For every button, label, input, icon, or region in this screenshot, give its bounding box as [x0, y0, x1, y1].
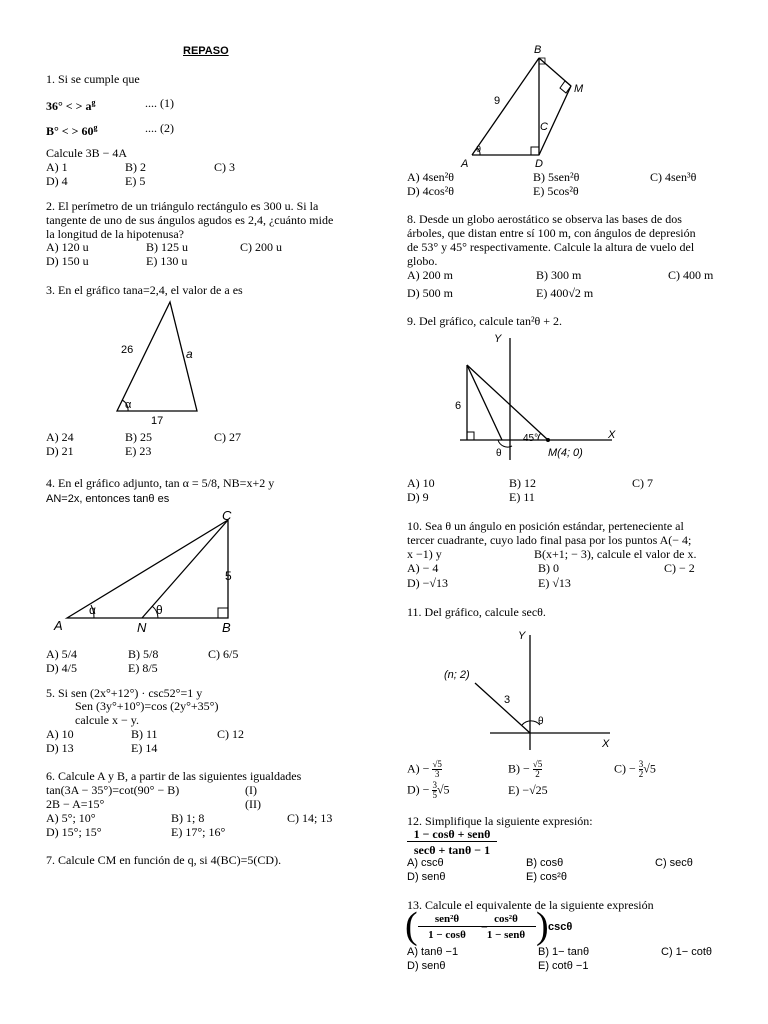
- q11-opt-c: C) − $\frac{3}{2}$ √5: [614, 759, 656, 779]
- q9-label-m: M(4; 0): [548, 447, 583, 459]
- q12-opt-c: C) secθ: [655, 857, 693, 869]
- q4-segment-nc: [142, 520, 228, 618]
- q4-label-5: 5: [225, 569, 232, 583]
- q12-opt-d: D) senθ: [407, 871, 446, 883]
- q2-line3: la longitud de la hipotenusa?: [46, 227, 184, 241]
- q5-opt-a: A) 10: [46, 727, 74, 741]
- q7-opt-c: C) 4sen³θ: [650, 170, 697, 184]
- q1-eq1-tag: .... (1): [145, 96, 174, 110]
- q2-opt-b: B) 125 u: [146, 240, 188, 254]
- q10-opt-c: C) − 2: [664, 561, 695, 575]
- q3-label-alpha: α: [125, 399, 132, 411]
- q3-text: 3. En el gráfico tana=2,4, el valor de a es: [46, 283, 243, 297]
- q1-eq2: B° < > $60^g$: [46, 123, 98, 138]
- q12-text: 12. Simplifique la siguiente expresión:: [407, 814, 593, 828]
- q7-opt-a: A) 4sen²θ: [407, 170, 455, 184]
- q3-opt-c: C) 27: [214, 430, 241, 444]
- q4-triangle-figure: [50, 508, 250, 636]
- q7-label-9: 9: [494, 95, 501, 107]
- q10-line3a: x −1) y: [407, 547, 442, 561]
- q4-label-theta: θ: [156, 603, 163, 617]
- q8-opt-e: E) 400√2 m: [536, 286, 594, 300]
- q9-figure: [440, 328, 630, 468]
- q2-opt-e: E) 130 u: [146, 254, 188, 268]
- q7-opt-b: B) 5sen²θ: [533, 170, 580, 184]
- q6-opt-e: E) 17°; 16°: [171, 825, 226, 839]
- q10-line1: 10. Sea θ un ángulo en posición estándar, perteneciente al: [407, 519, 684, 533]
- q10-opt-e: E) √13: [538, 576, 571, 590]
- q13-text: 13. Calcule el equivalente de la siguiente expresión: [407, 898, 654, 912]
- q3-triangle-figure: [100, 296, 220, 428]
- q3-opt-e: E) 23: [125, 444, 152, 458]
- q3-triangle: [117, 302, 197, 411]
- q10-opt-a: A) − 4: [407, 561, 439, 575]
- q4-line1: 4. En el gráfico adjunto, tan α = 5/8, NB=x+2 y: [46, 476, 275, 490]
- q9-opt-c: C) 7: [632, 476, 653, 490]
- q7-label-b: B: [534, 44, 542, 56]
- q4-label-alpha: α: [89, 603, 96, 617]
- q9-opt-b: B) 12: [509, 476, 536, 490]
- q1-opt-d: D) 4: [46, 174, 68, 188]
- q9-label-y: Y: [494, 333, 502, 345]
- q5-line2: Sen (3y°+10°)=cos (2y°+35°): [75, 699, 219, 713]
- q7-opt-d: D) 4cos²θ: [407, 184, 455, 198]
- q10-opt-d: D) −√13: [407, 576, 449, 590]
- q6-eq2: 2B − A=15°: [46, 797, 105, 811]
- q4-label-c: C: [222, 508, 232, 523]
- q13-minus: −: [481, 920, 488, 934]
- q3-label-26: 26: [121, 344, 134, 356]
- q4-opt-e: E) 8/5: [128, 661, 158, 675]
- q8-line2: árboles, que distan entre sí 100 m, con ángulos de depresión: [407, 226, 696, 240]
- q9-opt-a: A) 10: [407, 476, 435, 490]
- q5-opt-e: E) 14: [131, 741, 158, 755]
- q3-label-17: 17: [151, 415, 164, 427]
- q7-figure: [450, 40, 600, 170]
- q3-label-a: a: [186, 347, 193, 361]
- q12-opt-a: A) cscθ: [407, 857, 444, 869]
- q8-opt-c: C) 400 m: [668, 268, 714, 282]
- q2-opt-a: A) 120 u: [46, 240, 89, 254]
- q13-tail: cscθ: [548, 921, 573, 933]
- q11-label-x: X: [602, 738, 610, 750]
- q9-opt-e: E) 11: [509, 490, 535, 504]
- q13-paren-left: (: [405, 905, 418, 947]
- q11-label-theta: θ: [538, 716, 544, 727]
- q13-opt-b: B) 1− tanθ: [538, 946, 590, 958]
- q9-label-x: X: [608, 429, 616, 441]
- q7-opt-e: E) 5cos²θ: [533, 184, 579, 198]
- q1-eq1: 36° < > $a^g$: [46, 98, 96, 113]
- q6-opt-b: B) 1; 8: [171, 811, 205, 825]
- q10-line2: tercer cuadrante, cuyo lado final pasa por los puntos A(− 4;: [407, 533, 692, 547]
- q8-opt-a: A) 200 m: [407, 268, 453, 282]
- q1-opt-a: A) 1: [46, 160, 68, 174]
- q8-opt-b: B) 300 m: [536, 268, 582, 282]
- page-title: REPASO: [183, 45, 229, 57]
- q11-text: 11. Del gráfico, calcule secθ.: [407, 605, 546, 619]
- q6-eq1-tag: (I): [245, 783, 257, 797]
- q13-d1: 1 − cosθ: [428, 929, 466, 941]
- q13-d2: 1 − senθ: [486, 929, 526, 941]
- q11-opt-d: D) − $\frac{3}{5}$ √5: [407, 780, 450, 800]
- q4-label-a: A: [54, 618, 63, 633]
- q11-label-point: (n; 2): [444, 669, 470, 681]
- q9-label-6: 6: [455, 400, 462, 412]
- q1-text: 1. Si se cumple que: [46, 72, 140, 86]
- q4-opt-a: A) 5/4: [46, 647, 77, 661]
- q12-opt-b: B) cosθ: [526, 857, 564, 869]
- q12-denominator: secθ + tanθ − 1: [413, 843, 491, 857]
- q9-label-45: 45°: [523, 433, 539, 444]
- q5-opt-b: B) 11: [131, 727, 158, 741]
- q6-line1: 6. Calcule A y B, a partir de las siguientes igualdades: [46, 769, 302, 783]
- q5-opt-c: C) 12: [217, 727, 244, 741]
- q7-label-d: D: [535, 158, 543, 170]
- q10-opt-b: B) 0: [538, 561, 559, 575]
- q13-opt-e: E) cotθ −1: [538, 960, 589, 972]
- q12-opt-e: E) cos²θ: [526, 871, 567, 883]
- q11-figure: [430, 625, 620, 755]
- q11-opt-b: B) − $\frac{√5}{2}$: [508, 759, 543, 779]
- q13-n2: cos²θ: [476, 912, 536, 927]
- q11-opt-e: E) −√25: [508, 783, 548, 797]
- q5-opt-d: D) 13: [46, 741, 74, 755]
- q5-line3: calcule x − y.: [75, 713, 139, 727]
- q1-eq2-tag: .... (2): [145, 121, 174, 135]
- q6-eq1: tan(3A − 35°)=cot(90° − B): [46, 783, 180, 797]
- q2-line2: tangente de uno de sus ángulos agudos es 2,4, ¿cuánto mide: [46, 213, 334, 227]
- q12-numerator: 1 − cosθ + senθ: [407, 827, 497, 842]
- q1-calc: Calcule 3B − 4A: [46, 146, 128, 160]
- q13-opt-c: C) 1− cotθ: [661, 946, 713, 958]
- q8-line1: 8. Desde un globo aerostático se observa las bases de dos: [407, 212, 682, 226]
- q7-text: 7. Calcule CM en función de q, si 4(BC)=5(CD).: [46, 853, 282, 867]
- q7-label-theta: θ: [476, 144, 482, 154]
- q3-opt-a: A) 24: [46, 430, 74, 444]
- q1-opt-b: B) 2: [125, 160, 146, 174]
- q7-label-a: A: [461, 158, 469, 170]
- q3-opt-b: B) 25: [125, 430, 152, 444]
- q8-opt-d: D) 500 m: [407, 286, 453, 300]
- q13-opt-d: D) senθ: [407, 960, 446, 972]
- q11-label-y: Y: [518, 630, 526, 642]
- q4-line2: AN=2x, entonces tanθ es: [46, 493, 170, 505]
- q6-eq2-tag: (II): [245, 797, 261, 811]
- q9-opt-d: D) 9: [407, 490, 429, 504]
- q7-label-c: C: [540, 121, 548, 133]
- q11-opt-a: A) − $\frac{√5}{3}$: [407, 759, 442, 779]
- q2-opt-d: D) 150 u: [46, 254, 89, 268]
- q5-line1: 5. Si sen (2x°+12°) · csc52°=1 y: [46, 686, 203, 700]
- q7-label-m: M: [574, 83, 584, 95]
- q13-n1: sen²θ: [418, 912, 476, 927]
- q4-opt-b: B) 5/8: [128, 647, 159, 661]
- q4-opt-c: C) 6/5: [208, 647, 239, 661]
- q8-line3: de 53° y 45° respectivamente. Calcule la altura de vuelo del: [407, 240, 695, 254]
- q6-opt-a: A) 5°; 10°: [46, 811, 96, 825]
- q6-opt-c: C) 14; 13: [287, 811, 333, 825]
- q4-opt-d: D) 4/5: [46, 661, 77, 675]
- q11-terminal-side: [475, 683, 530, 733]
- q4-label-b: B: [222, 620, 231, 635]
- q1-opt-c: C) 3: [214, 160, 235, 174]
- q10-line3b: B(x+1; − 3), calcule el valor de x.: [534, 547, 697, 561]
- q2-opt-c: C) 200 u: [240, 240, 282, 254]
- q8-line4: globo.: [407, 254, 438, 268]
- q3-opt-d: D) 21: [46, 444, 74, 458]
- q13-opt-a: A) tanθ −1: [407, 946, 459, 958]
- q13-paren-right: ): [536, 905, 549, 947]
- q11-label-3: 3: [504, 694, 511, 706]
- q2-line1: 2. El perímetro de un triángulo rectángulo es 300 u. Si la: [46, 199, 319, 213]
- q9-text: 9. Del gráfico, calcule tan²θ + 2.: [407, 314, 563, 328]
- q6-opt-d: D) 15°; 15°: [46, 825, 102, 839]
- q9-label-theta: θ: [496, 448, 502, 459]
- q1-opt-e: E) 5: [125, 174, 146, 188]
- q4-label-n: N: [137, 620, 147, 635]
